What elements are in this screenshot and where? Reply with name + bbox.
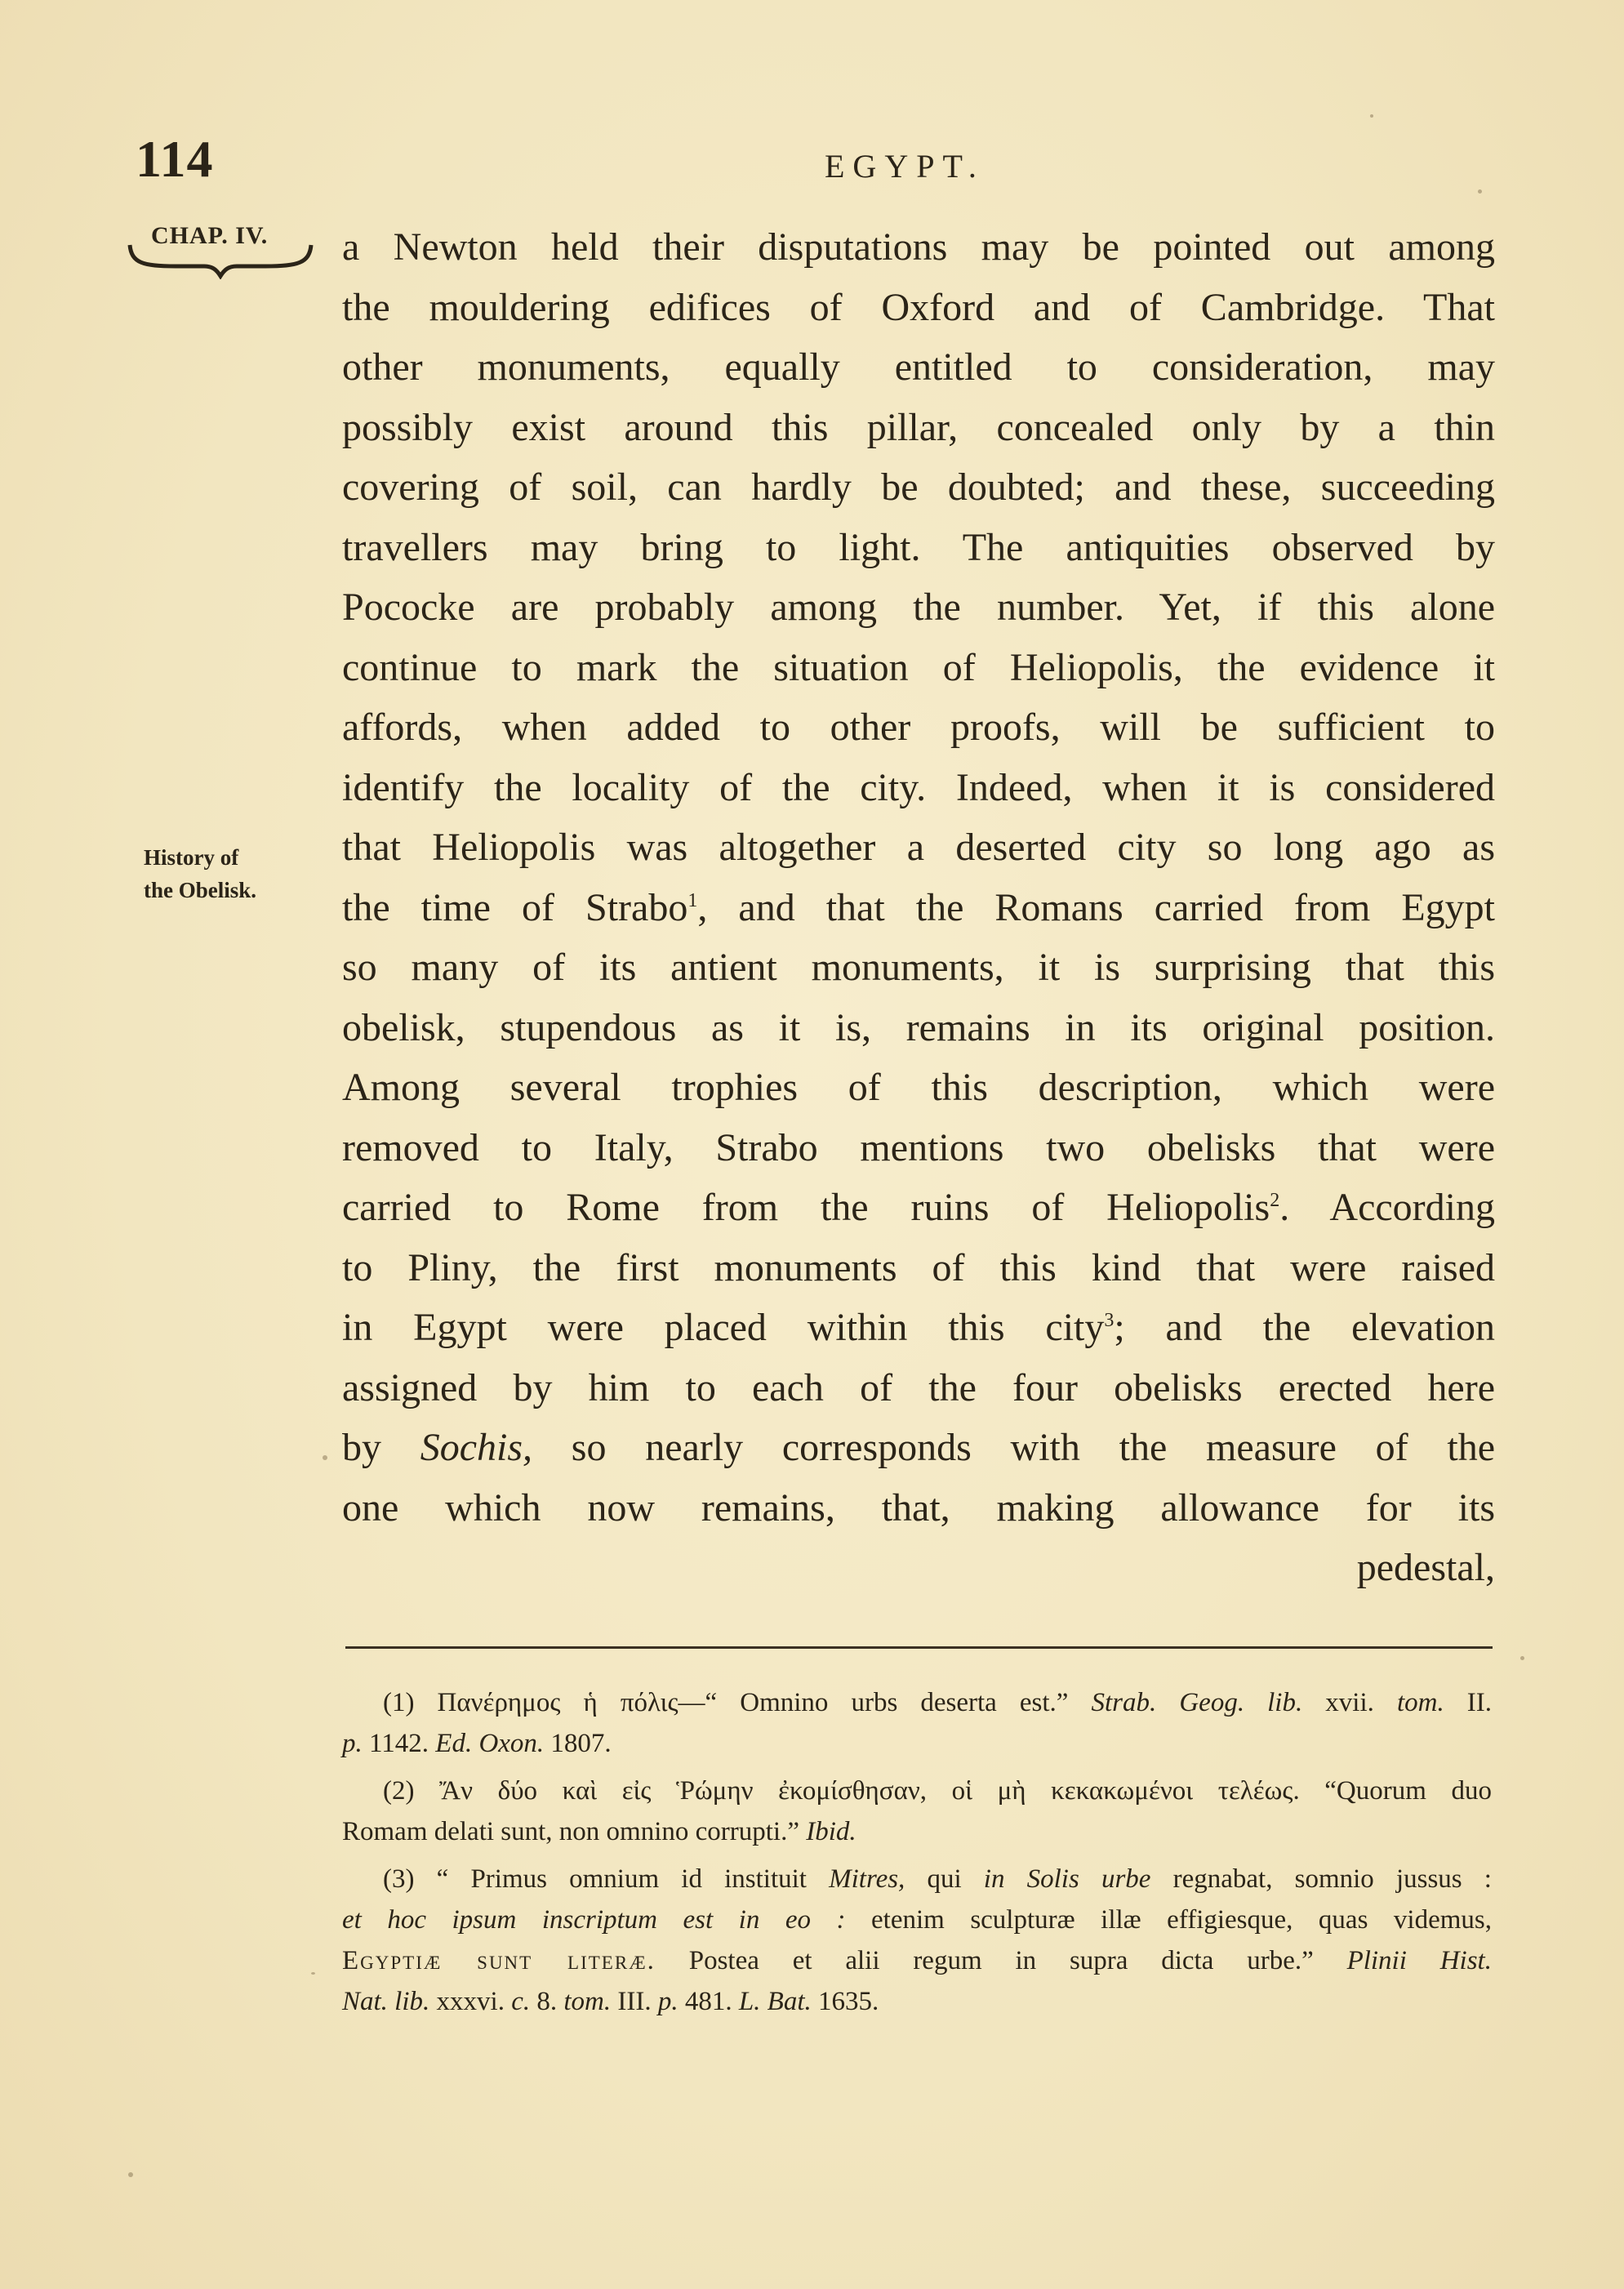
text-line: Pococke are probably among the number. Yet, if this alone	[342, 586, 1495, 629]
body-text	[342, 217, 1495, 1598]
text-italic: Sochis,	[420, 1426, 533, 1469]
running-head: EGYPT.	[825, 148, 985, 185]
paper-speck	[1478, 189, 1482, 194]
footnote-line	[342, 1723, 1492, 1764]
text-run: carried to Rome from the ruins of Heliopolis	[342, 1186, 1270, 1229]
text-run: regnabat, somnio jussus :	[1150, 1864, 1492, 1894]
text-run: xvii.	[1302, 1688, 1397, 1717]
text-line: affords, when added to other proofs, will be sufficient to	[342, 706, 1495, 749]
footnote-line	[342, 1859, 1492, 1899]
paper-speck	[1520, 1656, 1524, 1660]
text-line: travellers may bring to light. The antiquities observed by	[342, 525, 1495, 569]
text-italic: Nat. lib.	[342, 1987, 430, 2016]
side-note-line: the Obelisk.	[144, 878, 257, 902]
catchword: pedestal,	[1356, 1546, 1495, 1589]
text-italic: in Solis urbe	[983, 1864, 1151, 1894]
text-line: a Newton held their disputations may be pointed out among	[342, 225, 1495, 269]
text-line: assigned by him to each of the four obelisks erected here	[342, 1365, 1495, 1409]
text-italic: tom.	[563, 1987, 612, 2016]
text-line: continue to mark the situation of Heliopolis, the evidence it	[342, 645, 1495, 689]
text-line: so many of its antient monuments, it is surprising that this	[342, 946, 1495, 989]
text-line: other monuments, equally entitled to consideration, may	[342, 345, 1495, 389]
text-italic: p.	[342, 1729, 363, 1758]
text-line	[342, 1178, 1495, 1238]
footnote-2	[342, 1770, 1492, 1852]
text-run: 1635.	[811, 1987, 879, 2016]
text-line: the mouldering edifices of Oxford and of Cambridge. That	[342, 285, 1495, 329]
text-run: 1142.	[362, 1729, 436, 1758]
footnote-ref: 3	[1104, 1310, 1115, 1331]
text-line: Among several trophies of this description, which were	[342, 1066, 1495, 1109]
text-run: by	[342, 1426, 420, 1469]
text-line: one which now remains, that, making allowance for its	[342, 1485, 1495, 1530]
chapter-label: CHAP. IV.	[151, 222, 269, 249]
page-number: 114	[136, 130, 214, 188]
text-italic: Plinii Hist.	[1346, 1946, 1492, 1975]
text-run: 8.	[530, 1987, 564, 2016]
text-line: obelisk, stupendous as it is, remains in its original position.	[342, 1005, 1495, 1049]
text-run: II.	[1444, 1688, 1493, 1717]
text-run: xxxvi.	[429, 1987, 512, 2016]
text-line	[342, 1298, 1495, 1358]
footnote-ref: 1	[687, 889, 698, 911]
footnote-rule	[345, 1646, 1493, 1649]
text-line: possibly exist around this pillar, concealed only by a thin	[342, 405, 1495, 449]
text-run: 1807.	[544, 1729, 612, 1758]
side-note	[144, 841, 256, 906]
footnote-line	[342, 1811, 1492, 1852]
text-italic: p.	[657, 1987, 679, 2016]
text-run: 481.	[678, 1987, 739, 2016]
text-run: in Egypt were placed within this city	[342, 1306, 1105, 1349]
text-italic: c.	[511, 1987, 531, 2016]
footnotes	[342, 1682, 1492, 2028]
text-run: (1) Πανέρημος ἡ πόλις—“ Omnino urbs deserta est.”	[383, 1688, 1092, 1717]
text-italic: et hoc ipsum inscriptum est in eo :	[342, 1905, 846, 1935]
text-run: III.	[611, 1987, 658, 2016]
text-italic: Ed. Oxon.	[435, 1729, 545, 1758]
text-run: , and that the Romans carried from Egypt	[697, 885, 1496, 929]
text-smallcaps: Egyptiæ sunt literæ.	[342, 1946, 656, 1975]
text-run: ; and the elevation	[1114, 1306, 1496, 1349]
text-line	[342, 878, 1495, 938]
text-run: Romam delati sunt, non omnino corrupti.”	[342, 1817, 807, 1846]
text-line: to Pliny, the first monuments of this kind that were raised	[342, 1245, 1495, 1289]
text-run: so nearly corresponds with the measure of the	[532, 1426, 1495, 1469]
footnote-line	[342, 1981, 1492, 2022]
footnote-line	[342, 1940, 1492, 1981]
text-italic: Strab. Geog. lib.	[1091, 1688, 1303, 1717]
text-line: covering of soil, can hardly be doubted; and these, succeeding	[342, 465, 1495, 509]
text-line: identify the locality of the city. Indeed, when it is considered	[342, 765, 1495, 809]
side-note-line: History of	[144, 845, 239, 870]
footnote-ref: 2	[1270, 1190, 1280, 1211]
paper-speck	[128, 2172, 133, 2177]
text-run: etenim sculpturæ illæ effigiesque, quas videmus,	[845, 1905, 1493, 1935]
brace-icon	[127, 238, 314, 279]
paper-speck	[323, 1455, 327, 1460]
footnote-3	[342, 1859, 1492, 2022]
paper-speck	[1370, 114, 1373, 118]
text-italic: L. Bat.	[738, 1987, 812, 2016]
text-line: removed to Italy, Strabo mentions two obelisks that were	[342, 1125, 1495, 1169]
footnote-line	[342, 1899, 1492, 1940]
footnote-line: (2) Ἄν δύο καὶ εἰς Ῥώμην ἐκομίσθησαν, οἱ μὴ κεκακωμένοι τελέως. “Quorum duo	[383, 1776, 1492, 1806]
chapter-mark	[127, 222, 314, 279]
paper-speck	[311, 1972, 315, 1975]
text-italic: Ibid.	[806, 1817, 856, 1846]
text-run: (3) “ Primus omnium id instituit	[383, 1864, 830, 1894]
text-run: the time of Strabo	[342, 885, 688, 929]
text-run: . According	[1279, 1186, 1495, 1229]
text-line	[342, 1418, 1495, 1478]
text-run: qui	[905, 1864, 984, 1894]
text-line: that Heliopolis was altogether a deserted city so long ago as	[342, 826, 1495, 869]
text-italic: Mitres,	[829, 1864, 905, 1894]
text-run: Postea et alii regum in supra dicta urbe.”	[655, 1946, 1347, 1975]
text-italic: tom.	[1396, 1688, 1444, 1717]
footnote-1	[342, 1682, 1492, 1764]
footnote-line	[342, 1682, 1492, 1723]
